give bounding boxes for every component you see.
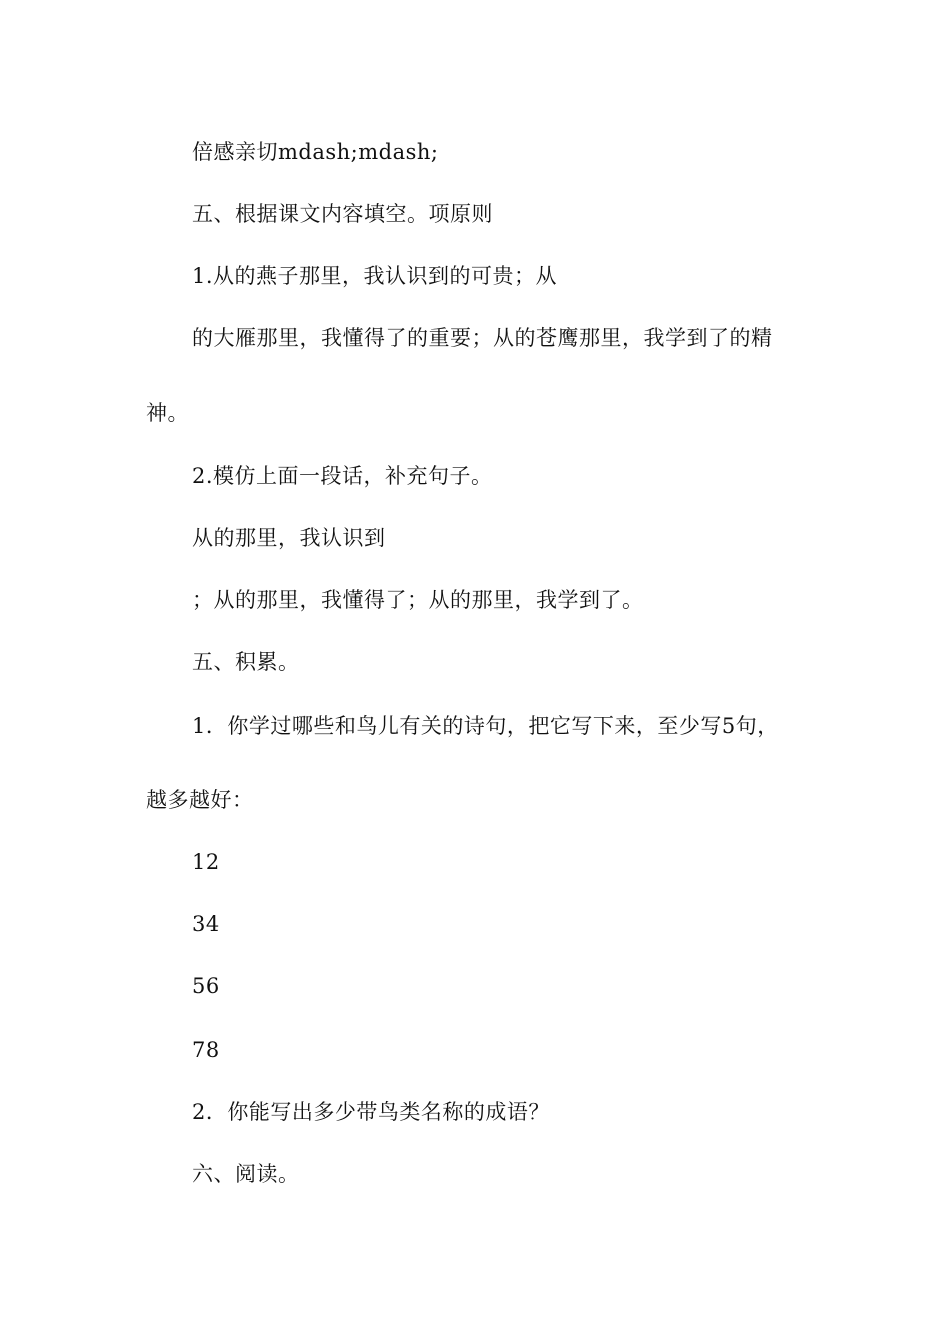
- section-heading-accumulate: 五、积累。: [192, 650, 300, 674]
- question-1-line-1: 1.从的燕子那里，我认识到的可贵；从: [192, 264, 558, 288]
- question-2-line-2: ；从的那里，我懂得了；从的那里，我学到了。: [192, 588, 644, 612]
- question-2-prompt: 2.模仿上面一段话，补充句子。: [192, 464, 493, 488]
- accumulate-question-1-cont: 越多越好：: [146, 788, 254, 812]
- text-line-1: 倍感亲切mdash;mdash;: [192, 140, 439, 164]
- question-1-line-2: 的大雁那里，我懂得了的重要；从的苍鹰那里，我学到了的精: [192, 326, 773, 350]
- section-heading-fill-blanks: 五、根据课文内容填空。项原则: [192, 202, 493, 226]
- answer-line-56: 56: [192, 974, 220, 998]
- question-1-line-3: 神。: [146, 401, 189, 425]
- answer-line-34: 34: [192, 912, 220, 936]
- answer-line-12: 12: [192, 850, 220, 874]
- answer-line-78: 78: [192, 1038, 220, 1062]
- section-heading-reading: 六、阅读。: [192, 1162, 300, 1186]
- accumulate-question-2: 2．你能写出多少带鸟类名称的成语？: [192, 1100, 550, 1124]
- question-2-line-1: 从的那里，我认识到: [192, 526, 386, 550]
- accumulate-question-1: 1．你学过哪些和鸟儿有关的诗句，把它写下来，至少写5句，: [192, 714, 779, 738]
